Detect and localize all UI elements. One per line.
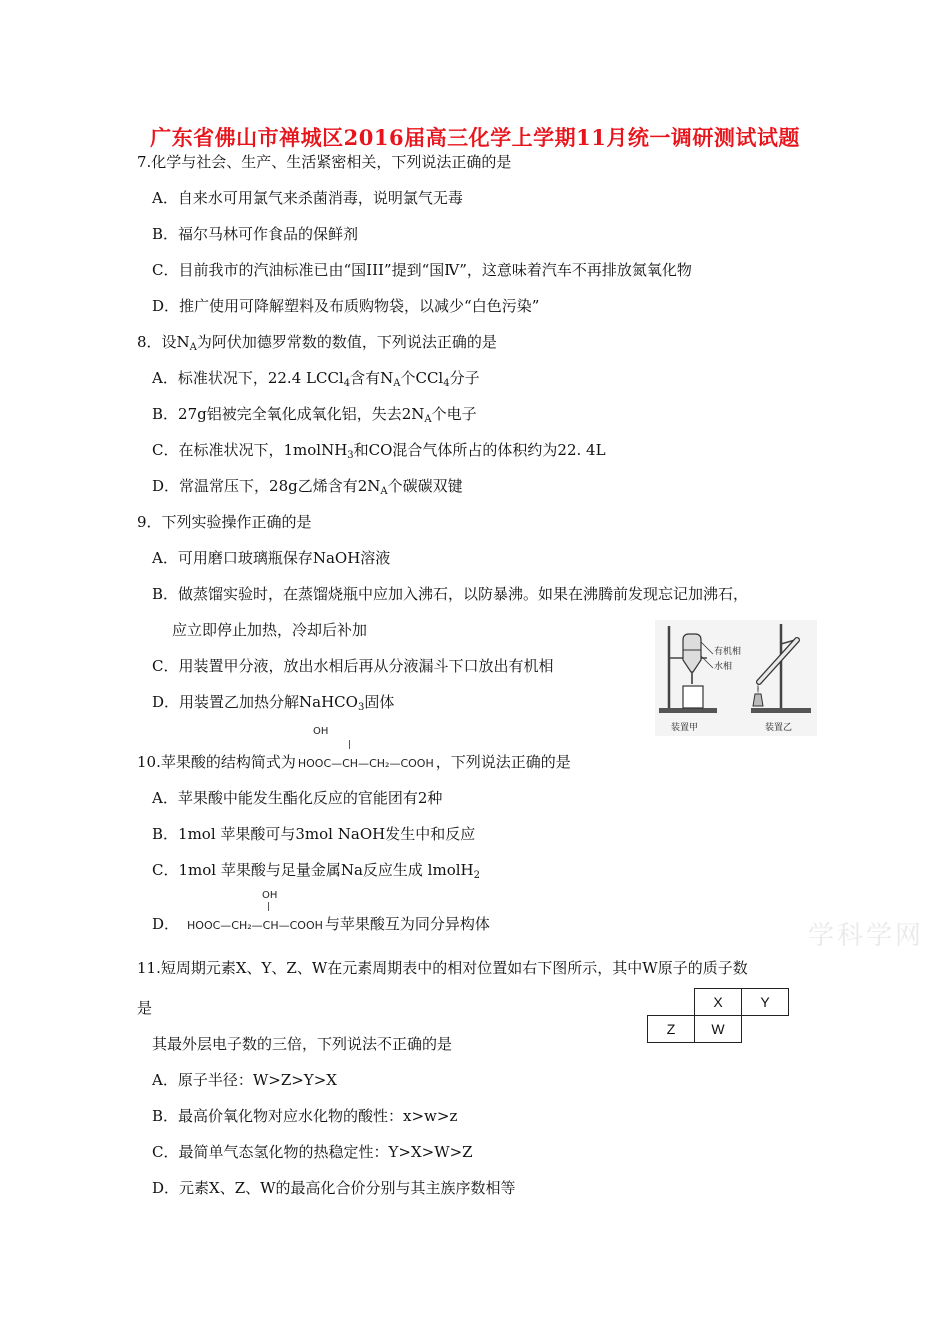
label-water-phase: 水相 <box>714 662 733 672</box>
cell-z: Z <box>648 1016 695 1043</box>
q10-option-b: B．1mol 苹果酸可与3mol NaOH发生中和反应 <box>152 825 476 843</box>
q11-option-d: D．元素X、Z、W的最高化合价分别与其主族序数相等 <box>152 1179 516 1197</box>
q11-option-b: B．最高价氧化物对应水化物的酸性：x>w>z <box>152 1107 458 1125</box>
q10-option-a: A．苹果酸中能发生酯化反应的官能团有2种 <box>152 789 443 807</box>
label-organic-phase: 有机相 <box>714 647 742 657</box>
isomer-bond: | <box>267 902 271 912</box>
malic-acid-oh: OH <box>313 726 329 737</box>
q7-option-a: A．自来水可用氯气来杀菌消毒，说明氯气无毒 <box>152 189 463 207</box>
question-7-stem: 7.化学与社会、生产、生活紧密相关，下列说法正确的是 <box>137 153 512 171</box>
q8-option-c: C．在标准状况下，1molNH$_3$和CO混合气体所占的体积约为22. 4L <box>152 441 606 461</box>
malic-acid-formula: HOOC—CH—CH₂—COOH <box>297 757 434 770</box>
q7-option-b: B．福尔马林可作食品的保鲜剂 <box>152 225 359 243</box>
cell-w: W <box>695 1016 742 1043</box>
periodic-table-fragment <box>647 988 789 1043</box>
q9-option-d: D．用装置乙加热分解NaHCO$_3$固体 <box>152 693 395 713</box>
cell-y: Y <box>742 989 789 1016</box>
page-title: 广东省佛山市禅城区2016届高三化学上学期11月统一调研测试试题 <box>150 125 800 150</box>
q9-option-b: B．做蒸馏实验时，在蒸馏烧瓶中应加入沸石，以防暴沸。如果在沸腾前发现忘记加沸石， <box>152 585 749 603</box>
isomer-formula: HOOC—CH₂—CH—COOH <box>187 919 323 932</box>
cell-x: X <box>695 989 742 1016</box>
q11-option-a: A．原子半径：W>Z>Y>X <box>152 1071 337 1089</box>
q10-option-c: C．1mol 苹果酸与足量金属Na反应生成 lmolH$_2$ <box>152 861 480 881</box>
label-apparatus-jia: 装置甲 <box>671 723 699 733</box>
q8-option-d: D．常温常压下，28g乙烯含有$2N_A$个碳碳双键 <box>152 477 463 497</box>
question-11-stem-2: 是 <box>137 999 153 1017</box>
q8-option-b: B．27g铝被完全氧化成氧化铝，失去$2N_A$个电子 <box>152 405 477 425</box>
question-11-stem: 11.短周期元素X、Y、Z、W在元素周期表中的相对位置如右下图所示，其中W原子的质子数 <box>137 959 748 977</box>
q7-option-c: C．目前我市的汽油标准已由“国III”提到“国Ⅳ”，这意味着汽车不再排放氮氧化物 <box>152 261 692 279</box>
malic-acid-bond: | <box>348 740 352 750</box>
question-8-stem: 8．设$N_A$为阿伏加德罗常数的数值，下列说法正确的是 <box>137 333 497 353</box>
question-9-stem: 9．下列实验操作正确的是 <box>137 513 312 531</box>
label-apparatus-yi: 装置乙 <box>765 723 793 733</box>
q10-option-d: D． HOOC—CH₂—CH—COOH 与苹果酸互为同分异构体 <box>152 915 490 933</box>
q7-option-d: D．推广使用可降解塑料及布质购物袋，以减少“白色污染” <box>152 297 540 315</box>
question-11-stem-3: 其最外层电子数的三倍，下列说法不正确的是 <box>152 1035 453 1053</box>
isomer-oh: OH <box>262 890 278 901</box>
watermark: 学科学网 <box>808 921 925 951</box>
q9-option-c: C．用装置甲分液，放出水相后再从分液漏斗下口放出有机相 <box>152 657 554 675</box>
q9-option-b-continued: 应立即停止加热，冷却后补加 <box>172 621 368 639</box>
question-10-stem: 10.苹果酸的结构简式为 HOOC—CH—CH₂—COOH ，下列说法正确的是 <box>137 753 571 771</box>
apparatus-figure <box>655 620 817 736</box>
q11-option-c: C．最简单气态氢化物的热稳定性：Y>X>W>Z <box>152 1143 473 1161</box>
q9-option-a: A．可用磨口玻璃瓶保存NaOH溶液 <box>152 549 391 567</box>
q8-option-a: A．标准状况下，22.4 LCCl$_4$含有$N_A$个CCl$_4$分子 <box>152 369 480 389</box>
